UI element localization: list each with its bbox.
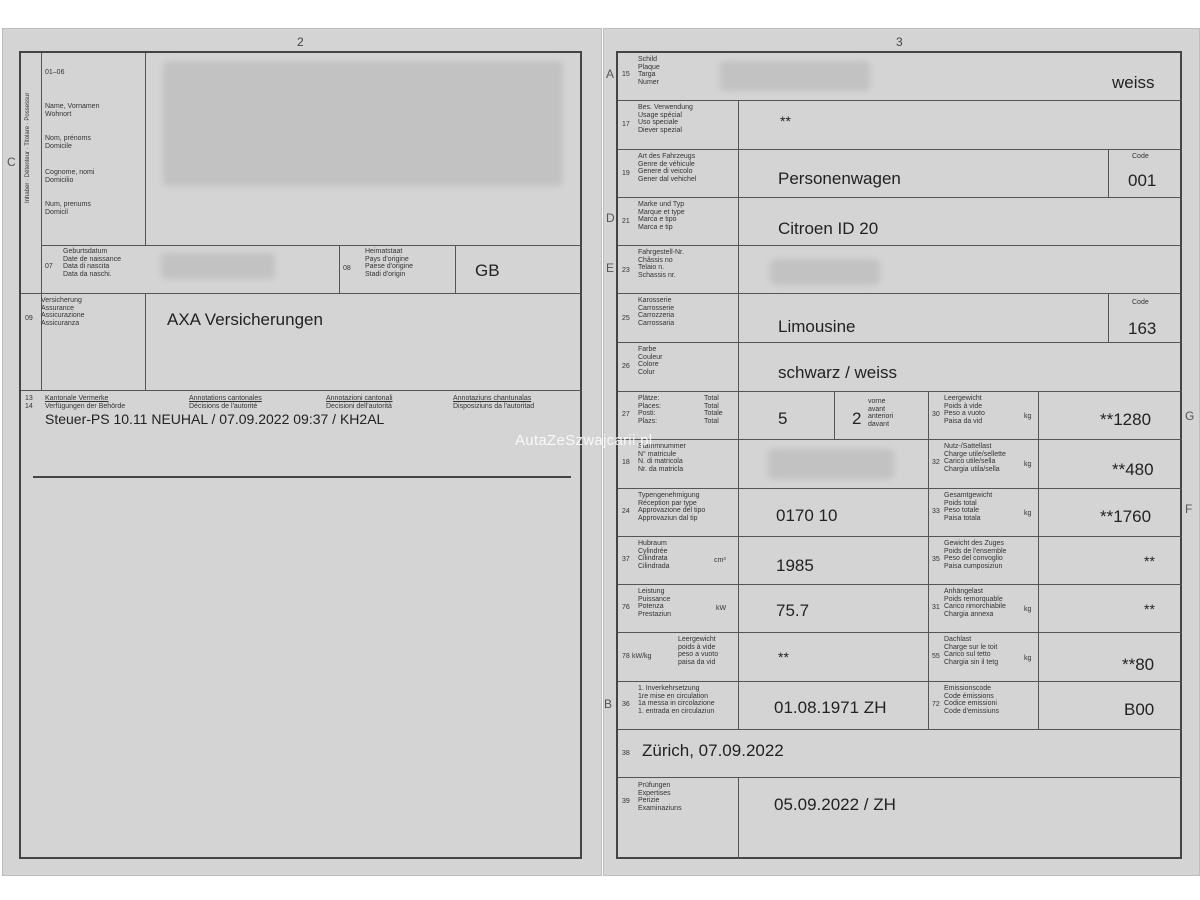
plate-color-value: weiss xyxy=(1112,73,1155,92)
approval-label: Typengenehmigung Réception par type Approvazione del tipo Approvaziun dal tip xyxy=(638,492,706,522)
roof-load-label: Dachlast Charge sur le toit Carico sul tetto Chargia sin il tetg xyxy=(944,636,999,666)
first-registration-value: 01.08.1971 ZH xyxy=(774,698,887,717)
plate-label: Schild Plaque Targa Numer xyxy=(638,56,660,86)
left-page xyxy=(2,28,602,876)
trailer-load-code: 31 xyxy=(932,604,940,611)
right-page xyxy=(603,28,1200,876)
approval-code: 24 xyxy=(622,508,630,515)
power-value: 75.7 xyxy=(776,601,810,620)
matricule-label: Stammnummer N° matricule N. di matricola Nr. da matricla xyxy=(638,443,686,473)
displacement-unit: cm³ xyxy=(714,557,726,564)
seats-front-value: 2 xyxy=(852,409,862,428)
watermark: AutaZeSzwajcarii.pl xyxy=(515,432,653,449)
chassis-label: Fahrgestell-Nr. Châssis no Telaio n. Schassis nr. xyxy=(638,249,684,279)
remarks-col4-sub: Disposiziuns da l'autoritad xyxy=(453,403,535,410)
color-label: Farbe Couleur Colore Colur xyxy=(638,346,663,376)
payload-code: 32 xyxy=(932,459,940,466)
plate-code: 15 xyxy=(622,71,630,78)
seats-total-label: Total Total Totale Total xyxy=(704,395,723,425)
emission-value: B00 xyxy=(1124,700,1155,719)
roof-load-code: 55 xyxy=(932,653,940,660)
make-value: Citroen ID 20 xyxy=(778,219,879,238)
remarks-code-13: 13 xyxy=(25,395,33,402)
power-weight-unit: kW/kg xyxy=(632,653,652,660)
total-weight-code: 33 xyxy=(932,508,940,515)
total-weight-value: **1760 xyxy=(1100,507,1152,526)
power-unit: kW xyxy=(716,605,727,612)
empty-weight-unit: kg xyxy=(1024,413,1032,420)
holder-codes: 01–06 xyxy=(45,69,65,76)
vehicle-kind-value: Personenwagen xyxy=(778,169,901,188)
usage-value: ** xyxy=(780,113,791,129)
color-value: schwarz / weiss xyxy=(778,363,898,382)
make-code: 21 xyxy=(622,218,630,225)
redacted-chassis-number xyxy=(770,259,880,285)
roof-load-unit: kg xyxy=(1024,655,1032,662)
seats-value: 5 xyxy=(778,409,788,428)
total-weight-unit: kg xyxy=(1024,510,1032,517)
margin-letter-g: G xyxy=(1185,409,1195,423)
birth-code: 07 xyxy=(45,263,53,270)
place-date-code: 38 xyxy=(622,750,630,757)
empty-weight-value: **1280 xyxy=(1100,410,1152,429)
remarks-col2-title: Annotations cantonales xyxy=(189,395,262,402)
make-label: Marke und Typ Marque et type Marca e tipo Marca e tip xyxy=(638,201,685,231)
displacement-label: Hubraum Cylindrée Cilindrata Cilindrada xyxy=(638,540,670,570)
approval-value: 0170 10 xyxy=(776,506,838,525)
trailer-load-unit: kg xyxy=(1024,606,1032,613)
train-weight-label: Gewicht des Zuges Poids de l'ensemble Peso del convoglio Paisa cumposiziun xyxy=(944,540,1007,570)
body-code-label: Code xyxy=(1132,299,1149,306)
total-weight-label: Gesamtgewicht Poids total Peso totale Paisa totala xyxy=(944,492,993,522)
power-weight-label: Leergewicht poids à vide peso a vuoto paisa da vid xyxy=(678,636,719,666)
remarks-code-14: 14 xyxy=(25,403,33,410)
redacted-holder-name xyxy=(163,61,563,186)
margin-letter-e: E xyxy=(606,261,615,275)
margin-letter-c: C xyxy=(7,155,16,169)
train-weight-code: 35 xyxy=(932,556,940,563)
remarks-col3-title: Annotazioni cantonali xyxy=(326,395,393,402)
usage-code: 17 xyxy=(622,121,630,128)
redacted-plate-number xyxy=(720,61,870,91)
inspection-code: 39 xyxy=(622,798,630,805)
redacted-matricule xyxy=(768,449,894,479)
margin-letter-f: F xyxy=(1185,502,1193,516)
power-weight-value: ** xyxy=(778,649,789,665)
margin-letter-a: A xyxy=(606,67,615,81)
inspection-label: Prüfungen Expertises Perizie Examinaziuns xyxy=(638,782,682,812)
origin-value: GB xyxy=(475,261,500,280)
matricule-code: 18 xyxy=(622,459,630,466)
displacement-code: 37 xyxy=(622,556,630,563)
body-code-value: 163 xyxy=(1128,319,1157,338)
roof-load-value: **80 xyxy=(1122,655,1155,674)
emission-code: 72 xyxy=(932,701,940,708)
holder-label-rm: Num, prenums Domicil xyxy=(45,201,91,216)
usage-label: Bes. Verwendung Usage spécial Uso speciale Diever spezial xyxy=(638,104,693,134)
remarks-col1-title: Kantonale Vermerke xyxy=(45,395,109,402)
remarks-col1-sub: Verfügungen der Behörde xyxy=(45,403,126,410)
first-registration-label: 1. Inverkehrsetzung 1re mise en circulation 1a messa in circolazione 1. entrada en circulaziun xyxy=(638,685,715,715)
seats-label: Plätze: Places: Posti: Plazs: xyxy=(638,395,661,425)
holder-vertical-label: Inhaber · Détenteur · Titolare · Possessur xyxy=(25,92,31,203)
remarks-col2-sub: Décisions de l'autorité xyxy=(189,403,258,410)
left-form-frame xyxy=(19,51,582,859)
color-code: 26 xyxy=(622,363,630,370)
origin-code: 08 xyxy=(343,265,351,272)
place-date-value: Zürich, 07.09.2022 xyxy=(642,741,784,760)
margin-letter-d: D xyxy=(606,211,615,225)
holder-label-fr: Nom, prénoms Domicile xyxy=(45,135,91,150)
power-code: 76 xyxy=(622,604,630,611)
inspection-value: 05.09.2022 / ZH xyxy=(774,795,896,814)
payload-value: **480 xyxy=(1112,460,1154,479)
remarks-col3-sub: Decisioni dell'autorità xyxy=(326,403,392,410)
emission-label: Emissionscode Code émissions Codice emissioni Code d'emissiuns xyxy=(944,685,1000,715)
displacement-value: 1985 xyxy=(776,556,814,575)
chassis-code: 23 xyxy=(622,267,630,274)
birth-label: Geburtsdatum Date de naissance Data di nascita Data da naschi. xyxy=(63,248,121,278)
body-value: Limousine xyxy=(778,317,856,336)
vehicle-kind-code-value: 001 xyxy=(1128,171,1157,190)
trailer-load-label: Anhängelast Poids remorquable Carico rimorchiabile Chargia annexa xyxy=(944,588,1006,618)
margin-letter-b: B xyxy=(604,697,613,711)
left-page-number: 2 xyxy=(297,35,304,49)
holder-label-it: Cognome, nomi Domicilio xyxy=(45,169,95,184)
payload-unit: kg xyxy=(1024,461,1032,468)
empty-weight-code: 30 xyxy=(932,411,940,418)
remarks-col4-title: Annotaziuns chantunalas xyxy=(453,395,532,402)
right-form-frame xyxy=(616,51,1182,859)
remarks-entry: Steuer-PS 10.11 NEUHAL / 07.09.2022 09:37 / KH2AL xyxy=(45,411,385,427)
seats-code: 27 xyxy=(622,411,630,418)
payload-label: Nutz-/Sattellast Charge utile/sellette Carico utile/sella Chargia utila/sella xyxy=(944,443,1006,473)
right-page-number: 3 xyxy=(896,35,903,49)
holder-label-de: Name, Vornamen Wohnort xyxy=(45,103,100,118)
vehicle-kind-label: Art des Fahrzeugs Genre de véhicule Genere di veicolo Gener dal vehichel xyxy=(638,153,697,183)
insurance-label: Versicherung Assurance Assicurazione Assicuranza xyxy=(41,297,85,327)
first-registration-code: 36 xyxy=(622,701,630,708)
origin-label: Heimatstaat Pays d'origine Paese d'origine Stadi d'origin xyxy=(365,248,414,278)
body-label: Karosserie Carrosserie Carrozzeria Carrossaria xyxy=(638,297,675,327)
redacted-birth-date xyxy=(161,253,275,279)
insurance-value: AXA Versicherungen xyxy=(167,310,323,329)
body-code: 25 xyxy=(622,315,630,322)
power-weight-code: 78 xyxy=(622,653,630,660)
vehicle-kind-code-label: Code xyxy=(1132,153,1149,160)
train-weight-value: ** xyxy=(1144,553,1155,569)
seats-front-label: vorne avant anteriori davant xyxy=(868,398,894,428)
power-label: Leistung Puissance Potenza Prestaziun xyxy=(638,588,672,618)
vehicle-kind-code: 19 xyxy=(622,170,630,177)
empty-weight-label: Leergewicht Poids à vide Peso a vuoto Paisa da vid xyxy=(944,395,985,425)
insurance-code: 09 xyxy=(25,315,33,322)
trailer-load-value: ** xyxy=(1144,601,1155,617)
